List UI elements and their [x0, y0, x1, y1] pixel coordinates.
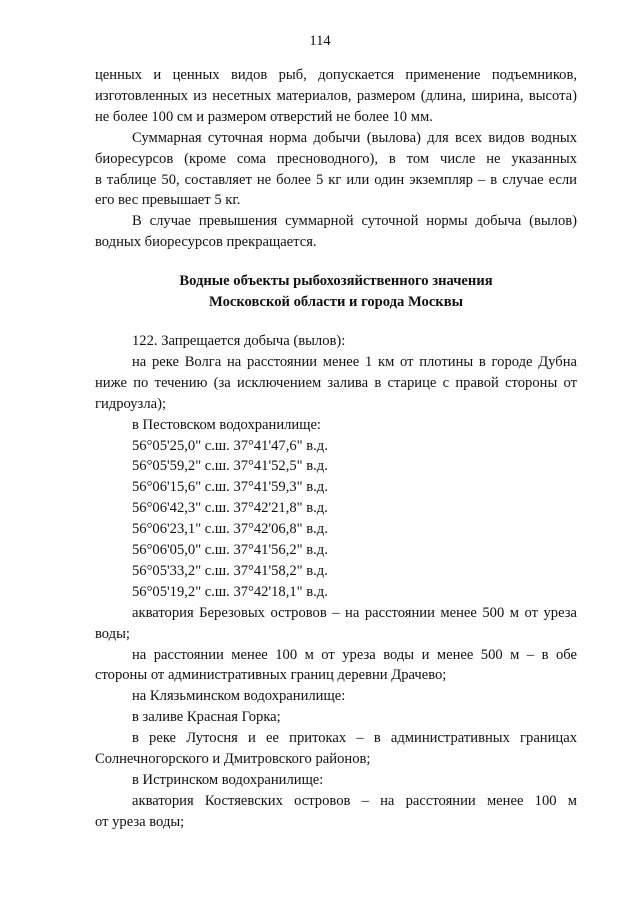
- section-heading: [95, 271, 577, 313]
- coordinate-item: 56°05'59,2" с.ш. 37°41'52,5" в.д.: [132, 458, 328, 475]
- text-line: акватория Костяевских островов – на расстоянии менее 100 м: [132, 792, 577, 809]
- heading-line-2: Московской области и города Москвы: [208, 294, 463, 311]
- text-line: 122. Запрещается добыча (вылов):: [132, 332, 346, 349]
- text-line: акватория Березовых островов – на расстоянии менее 500 м от уреза: [132, 604, 577, 621]
- coordinate-item: 56°05'33,2" с.ш. 37°41'58,2" в.д.: [132, 562, 328, 579]
- text-line: в Пестовском водохранилище:: [132, 416, 321, 433]
- paragraph-distance: [95, 645, 577, 687]
- paragraph-intro: [95, 65, 577, 128]
- coordinate-item: 56°05'19,2" с.ш. 37°42'18,1" в.д.: [132, 583, 328, 600]
- coordinate-item: 56°06'23,1" с.ш. 37°42'06,8" в.д.: [132, 521, 328, 538]
- text-line: гидроузла);: [95, 395, 166, 412]
- text-line: ценных и ценных видов рыб, допускается применение подъемников,: [95, 67, 577, 83]
- paragraph-lutosnya: [95, 728, 577, 770]
- text-line: Солнечногорского и Дмитровского районов;: [95, 751, 371, 768]
- text-line: стороны от административных границ деревни Драчево;: [95, 667, 447, 684]
- section-title: [95, 331, 577, 352]
- text-line: Суммарная суточная норма добычи (вылова) для всех видов водных: [132, 129, 577, 146]
- text-line: в таблице 50, составляет не более 5 кг или один экземпляр – в случае если: [95, 171, 577, 188]
- document-body: [95, 65, 577, 833]
- text-line: на Клязьминском водохранилище:: [132, 688, 346, 705]
- coordinate-item: 56°06'42,3" с.ш. 37°42'21,8" в.д.: [132, 500, 328, 517]
- paragraph-exceed: [95, 211, 577, 253]
- text-line: воды;: [95, 625, 130, 642]
- heading-line-1: Водные объекты рыбохозяйственного значения: [179, 273, 493, 290]
- coordinate-item: 56°05'25,0" с.ш. 37°41'47,6" в.д.: [132, 437, 328, 454]
- paragraph-pestovo: [95, 415, 577, 436]
- text-line: его вес превышает 5 кг.: [95, 192, 241, 209]
- coordinate-item: 56°06'05,0" с.ш. 37°41'56,2" в.д.: [132, 542, 328, 559]
- paragraph-volga: [95, 352, 577, 415]
- coordinate-item: 56°06'15,6" с.ш. 37°41'59,3" в.д.: [132, 479, 328, 496]
- text-line: от уреза воды;: [95, 813, 185, 830]
- text-line: в заливе Красная Горка;: [132, 709, 281, 726]
- paragraph-klyazma: [95, 686, 577, 707]
- text-line: В случае превышения суммарной суточной нормы добыча (вылов): [132, 213, 577, 230]
- text-line: водных биоресурсов прекращается.: [95, 234, 317, 251]
- text-line: биоресурсов (кроме сома пресноводного), в том числе не указанных: [95, 150, 577, 167]
- paragraph-berezovye: [95, 603, 577, 645]
- text-line: ниже по течению (за исключением залива в старице с правой стороны от: [95, 374, 577, 391]
- paragraph-istra: [95, 770, 577, 791]
- paragraph-norm: [95, 128, 577, 212]
- paragraph-krasnaya: [95, 707, 577, 728]
- text-line: изготовленных из несетных материалов, размером (длина, ширина, высота): [95, 87, 577, 104]
- text-line: не более 100 см и размером отверстий не более 10 мм.: [95, 108, 433, 125]
- text-line: на расстоянии менее 100 м от уреза воды и менее 500 м – в обе: [132, 646, 577, 663]
- page-number: 114: [309, 33, 331, 49]
- text-line: на реке Волга на расстоянии менее 1 км от плотины в городе Дубна: [132, 353, 577, 370]
- text-line: в Истринском водохранилище:: [132, 772, 324, 788]
- coordinate-list: [95, 436, 577, 603]
- paragraph-kostyaevo: [95, 791, 577, 833]
- text-line: в реке Лутосня и ее притоках – в административных границах: [132, 730, 577, 747]
